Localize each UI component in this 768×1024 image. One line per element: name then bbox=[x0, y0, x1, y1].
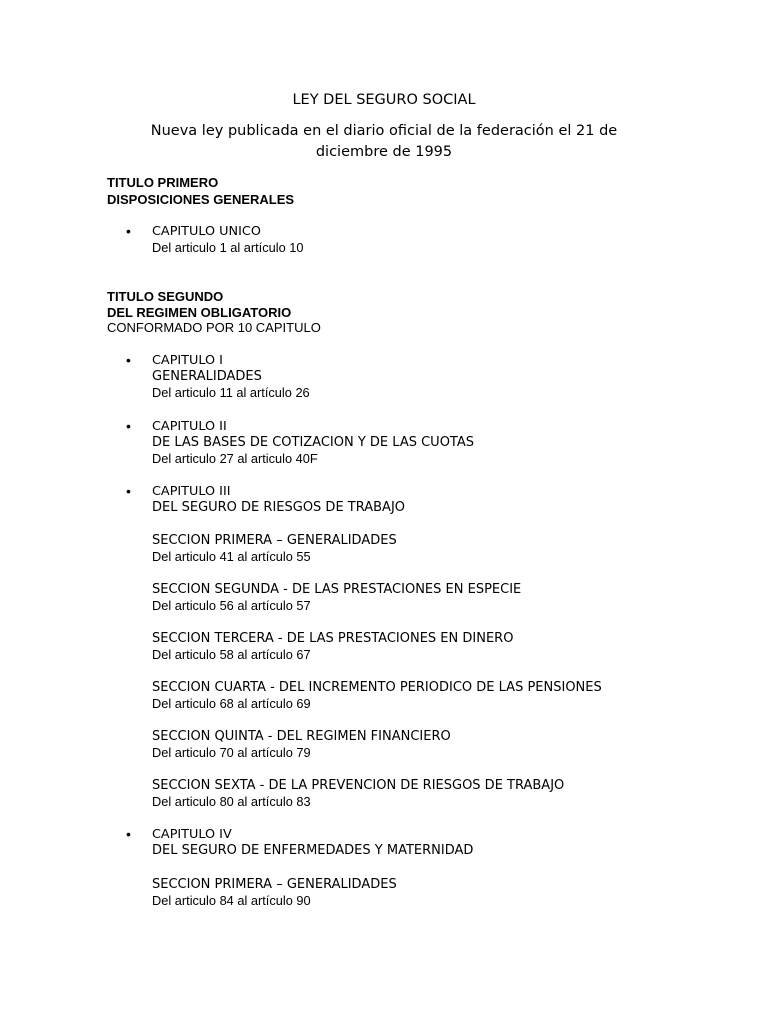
list-item-capitulo-iv bbox=[152, 827, 473, 859]
seccion-name: SECCION CUARTA - DEL INCREMENTO PERIODICO DE LAS PENSIONES bbox=[152, 680, 602, 695]
capitulo-name: DE LAS BASES DE COTIZACION Y DE LAS CUOTAS bbox=[152, 435, 474, 450]
article-range: Del articulo 84 al artículo 90 bbox=[152, 893, 311, 908]
titulo-primero-heading: TITULO PRIMERO bbox=[107, 175, 219, 190]
titulo-primero-subheading: DISPOSICIONES GENERALES bbox=[107, 192, 295, 207]
article-range: Del articulo 41 al artículo 55 bbox=[152, 549, 311, 564]
article-range: Del articulo 68 al artículo 69 bbox=[152, 696, 311, 711]
article-range: Del articulo 1 al artículo 10 bbox=[152, 240, 304, 255]
seccion-name: SECCION PRIMERA – GENERALIDADES bbox=[152, 533, 397, 548]
bullet-icon: • bbox=[126, 418, 131, 434]
list-item-capitulo-iii bbox=[152, 484, 405, 516]
capitulo-label: CAPITULO UNICO bbox=[152, 224, 261, 239]
list-item-capitulo-i bbox=[152, 353, 310, 401]
capitulo-name: DEL SEGURO DE ENFERMEDADES Y MATERNIDAD bbox=[152, 843, 474, 858]
capitulo-name: DEL SEGURO DE RIESGOS DE TRABAJO bbox=[152, 500, 406, 515]
document-title: LEY DEL SEGURO SOCIAL bbox=[292, 92, 476, 108]
list-item-seccion bbox=[152, 631, 513, 663]
article-range: Del articulo 11 al artículo 26 bbox=[152, 385, 310, 400]
list-item-seccion bbox=[152, 877, 397, 909]
capitulo-label: CAPITULO IV bbox=[152, 827, 232, 842]
seccion-name: SECCION SEXTA - DE LA PREVENCION DE RIESGOS DE TRABAJO bbox=[152, 778, 565, 793]
article-range: Del articulo 80 al artículo 83 bbox=[152, 794, 311, 809]
list-item-seccion bbox=[152, 729, 451, 761]
capitulo-label: CAPITULO I bbox=[152, 353, 223, 368]
seccion-name: SECCION QUINTA - DEL REGIMEN FINANCIERO bbox=[152, 729, 451, 744]
titulo-segundo-subheading: DEL REGIMEN OBLIGATORIO bbox=[107, 305, 292, 320]
capitulo-label: CAPITULO II bbox=[152, 419, 227, 434]
list-item-seccion bbox=[152, 778, 564, 810]
article-range: Del articulo 70 al artículo 79 bbox=[152, 745, 311, 760]
list-item-seccion bbox=[152, 533, 397, 565]
article-range: Del articulo 58 al artículo 67 bbox=[152, 647, 311, 662]
seccion-name: SECCION PRIMERA – GENERALIDADES bbox=[152, 877, 397, 892]
document-subtitle: Nueva ley publicada en el diario oficial de la federación el 21 de diciembre de 1995 bbox=[150, 123, 618, 160]
list-item-seccion bbox=[152, 680, 602, 712]
article-range: Del articulo 56 al artículo 57 bbox=[152, 598, 311, 613]
titulo-segundo-note: CONFORMADO POR 10 CAPITULO bbox=[107, 320, 321, 335]
capitulo-label: CAPITULO III bbox=[152, 484, 231, 499]
list-item-seccion bbox=[152, 582, 521, 614]
seccion-name: SECCION TERCERA - DE LAS PRESTACIONES EN DINERO bbox=[152, 631, 514, 646]
bullet-icon: • bbox=[126, 223, 131, 239]
seccion-name: SECCION SEGUNDA - DE LAS PRESTACIONES EN ESPECIE bbox=[152, 582, 522, 597]
bullet-icon: • bbox=[126, 483, 131, 499]
titulo-segundo-heading: TITULO SEGUNDO bbox=[107, 289, 224, 304]
article-range: Del articulo 27 al articulo 40F bbox=[152, 451, 318, 466]
bullet-icon: • bbox=[126, 352, 131, 368]
list-item-capitulo-unico bbox=[152, 224, 304, 256]
bullet-icon: • bbox=[126, 826, 131, 842]
list-item-capitulo-ii bbox=[152, 419, 474, 467]
capitulo-name: GENERALIDADES bbox=[152, 369, 262, 384]
